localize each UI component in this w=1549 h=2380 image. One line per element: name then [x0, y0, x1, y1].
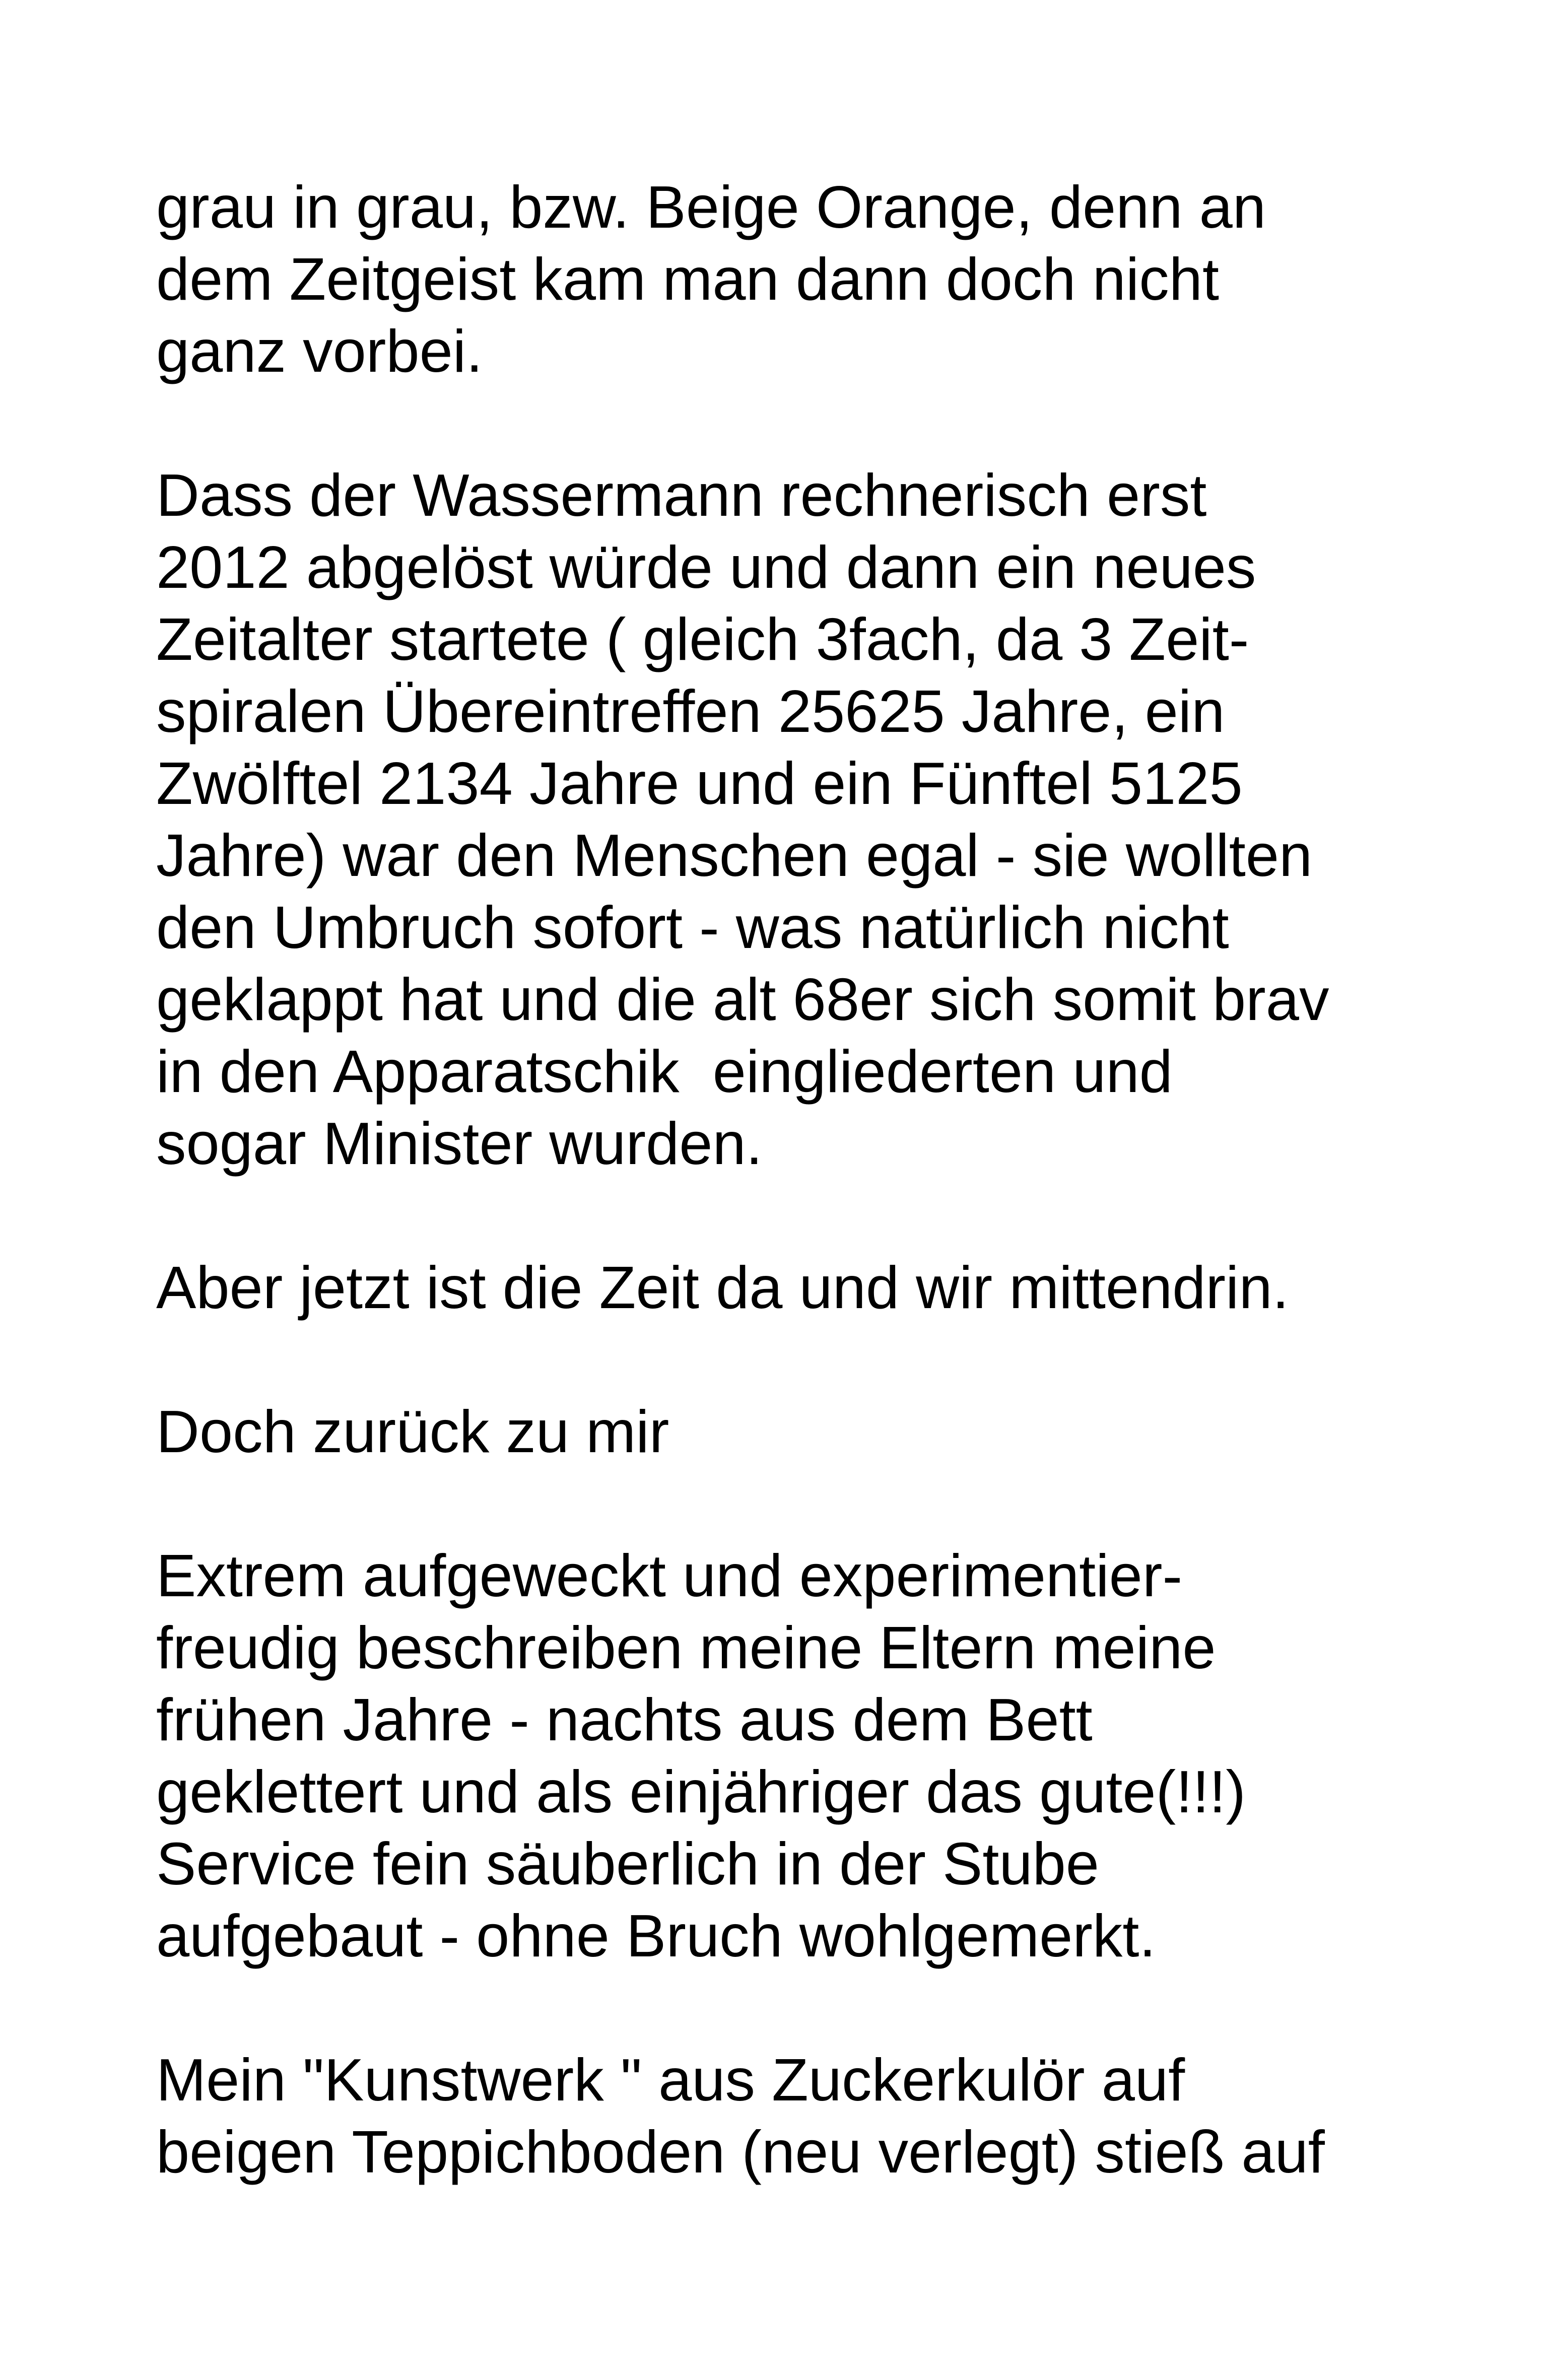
- text-line: sogar Minister wurden.: [156, 1110, 763, 1177]
- text-line: freudig beschreiben meine Eltern meine: [156, 1614, 1216, 1681]
- text-line: Service fein säuberlich in der Stube: [156, 1830, 1099, 1897]
- paragraph-4: [156, 1396, 1416, 1468]
- paragraph-6: [156, 2044, 1416, 2188]
- text-line: Aber jetzt ist die Zeit da und wir mittendrin.: [156, 1254, 1289, 1321]
- paragraph-1: [156, 171, 1416, 387]
- text-line: Doch zurück zu mir: [156, 1398, 669, 1465]
- text-line: grau in grau, bzw. Beige Orange, denn an: [156, 174, 1266, 241]
- text-line: aufgebaut - ohne Bruch wohlgemerkt.: [156, 1902, 1156, 1969]
- text-line: geklettert und als einjähriger das gute(!!!): [156, 1758, 1246, 1825]
- text-line: Zeitalter startete ( gleich 3fach, da 3 Zeit-: [156, 606, 1249, 673]
- text-line: spiralen Übereintreffen 25625 Jahre, ein: [156, 678, 1225, 745]
- text-line: 2012 abgelöst würde und dann ein neues: [156, 534, 1256, 601]
- paragraph-2: [156, 459, 1416, 1180]
- text-line: den Umbruch sofort - was natürlich nicht: [156, 894, 1229, 961]
- text-line: Jahre) war den Menschen egal - sie wollten: [156, 822, 1313, 889]
- text-line: Zwölftel 2134 Jahre und ein Fünftel 5125: [156, 750, 1243, 817]
- text-line: ganz vorbei.: [156, 318, 483, 385]
- paragraph-3: [156, 1252, 1416, 1324]
- document-body: [156, 171, 1416, 2260]
- text-line: dem Zeitgeist kam man dann doch nicht: [156, 246, 1220, 313]
- text-line: Dass der Wassermann rechnerisch erst: [156, 462, 1207, 529]
- text-line: geklappt hat und die alt 68er sich somit brav: [156, 966, 1329, 1033]
- paragraph-5: [156, 1540, 1416, 1972]
- text-line: beigen Teppichboden (neu verlegt) stieß auf: [156, 2119, 1325, 2186]
- text-line: Extrem aufgeweckt und experimentier-: [156, 1542, 1183, 1609]
- text-line: in den Apparatschik eingliederten und: [156, 1038, 1173, 1105]
- text-line: frühen Jahre - nachts aus dem Bett: [156, 1686, 1093, 1753]
- text-line: Mein "Kunstwerk " aus Zuckerkulör auf: [156, 2047, 1185, 2114]
